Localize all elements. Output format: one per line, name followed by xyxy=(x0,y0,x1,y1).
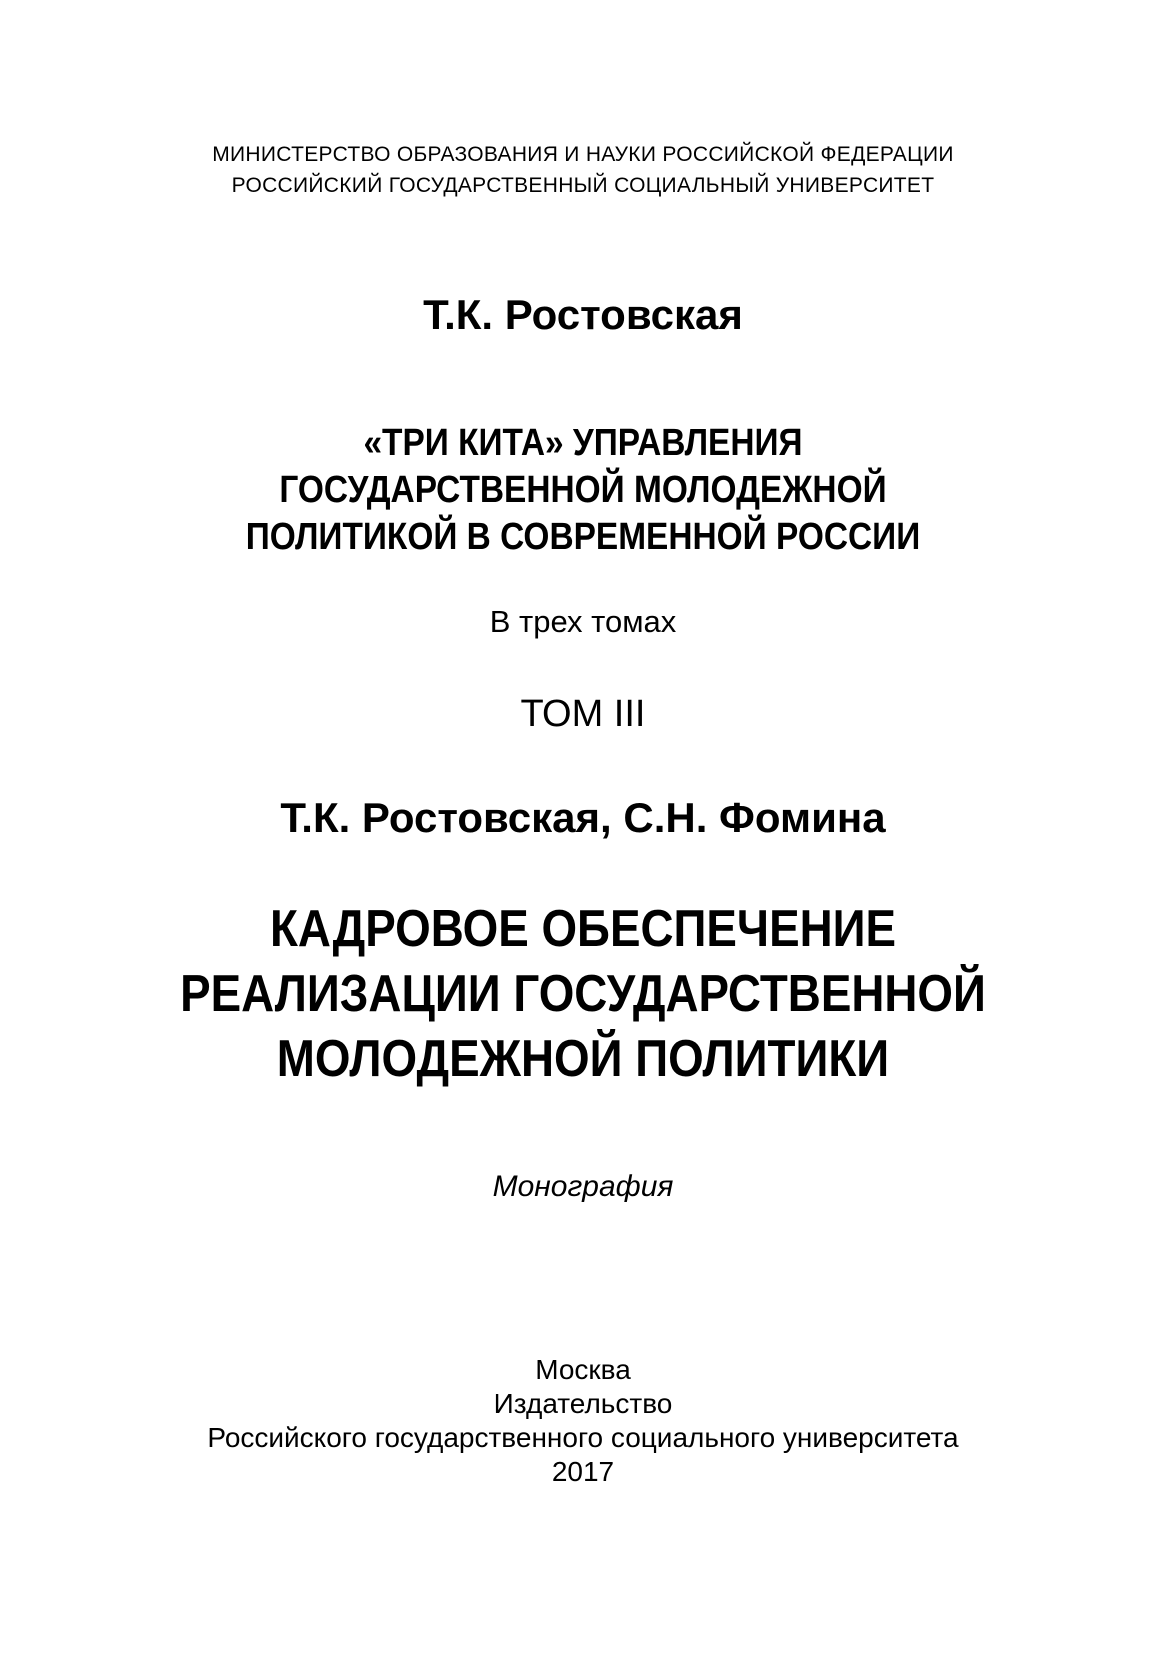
genre-label: Монография xyxy=(492,1170,674,1203)
series-title-line-2: ГОСУДАРСТВЕННОЙ МОЛОДЕЖНОЙ xyxy=(279,469,887,511)
volume-title-line-1: КАДРОВОЕ ОБЕСПЕЧЕНИЕ xyxy=(269,900,897,958)
imprint-year: 2017 xyxy=(551,1456,615,1487)
publisher-header xyxy=(0,139,1166,201)
imprint-publisher-intro: Издательство xyxy=(493,1388,673,1419)
volume-title-line-2: РЕАЛИЗАЦИИ ГОСУДАРСТВЕННОЙ xyxy=(180,965,986,1023)
series-title xyxy=(70,420,1096,561)
primary-author: Т.К. Ростовская xyxy=(423,291,743,338)
series-title-line-1: «ТРИ КИТА» УПРАВЛЕНИЯ xyxy=(363,422,803,464)
imprint-city: Москва xyxy=(535,1354,631,1385)
volume-authors: Т.К. Ростовская, С.Н. Фомина xyxy=(280,794,886,841)
imprint-publisher-name: Российского государственного социального университета xyxy=(207,1422,959,1453)
volume-title-line-3: МОЛОДЕЖНОЙ ПОЛИТИКИ xyxy=(276,1030,890,1088)
series-title-line-3: ПОЛИТИКОЙ В СОВРЕМЕННОЙ РОССИИ xyxy=(245,516,921,558)
university-line: РОССИЙСКИЙ ГОСУДАРСТВЕННЫЙ СОЦИАЛЬНЫЙ УНИВЕРСИТЕТ xyxy=(231,174,935,197)
imprint xyxy=(0,1353,1166,1489)
ministry-line: МИНИСТЕРСТВО ОБРАЗОВАНИЯ И НАУКИ РОССИЙСКОЙ ФЕДЕРАЦИИ xyxy=(212,143,954,166)
edition-note: В трех томах xyxy=(489,604,677,639)
volume-label: ТОМ III xyxy=(520,693,646,735)
volume-title xyxy=(70,897,1096,1092)
